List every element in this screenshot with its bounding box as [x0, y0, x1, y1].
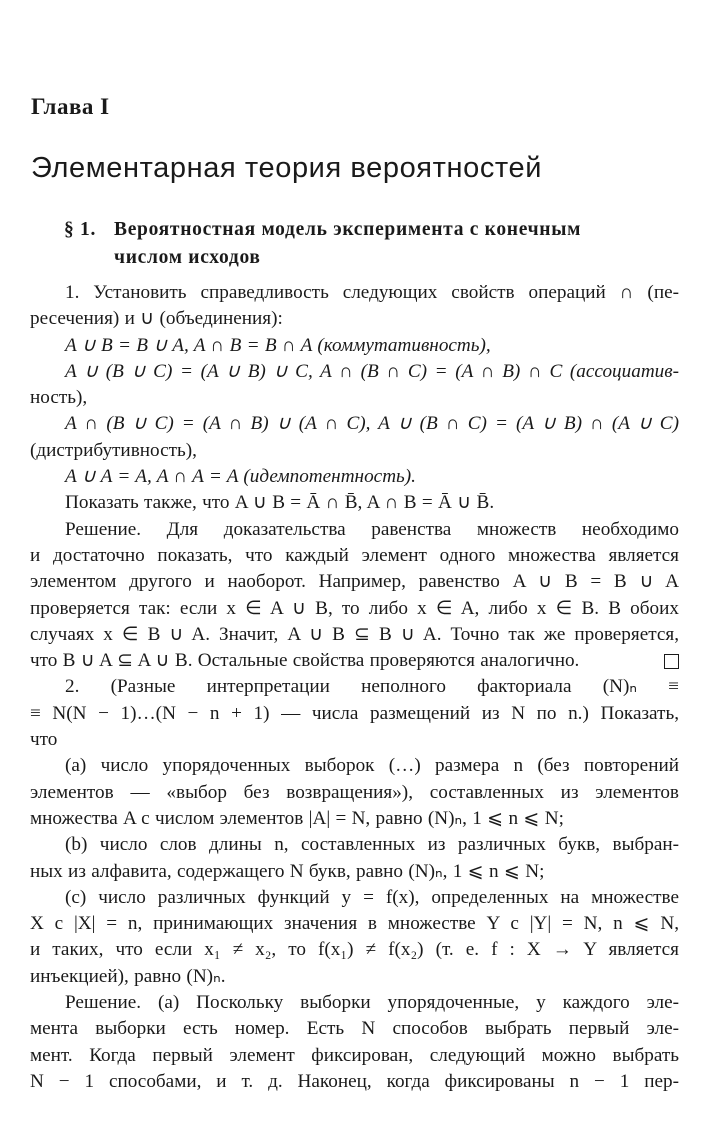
body-text [30, 280, 679, 1095]
text-line: ных из алфавита, содержащего N букв, равно (N)ₙ, 1 ⩽ n ⩽ N; [30, 860, 545, 882]
text-line: Решение. Для доказательства равенства множеств необходимо [65, 518, 679, 540]
text-line: Показать также, что A ∪ B = Ā ∩ B̄, A ∩ B = Ā ∪ B̄. [65, 492, 495, 514]
text-line: случаях x ∈ B ∪ A. Значит, A ∪ B ⊆ B ∪ A. Точно так же проверяется, [30, 623, 679, 645]
text-line: что B ∪ A ⊆ A ∪ B. Остальные свойства проверяются аналогично. [30, 650, 580, 672]
section-number: § 1. [64, 219, 97, 240]
text-line: ресечения) и ∪ (объединения): [30, 308, 283, 330]
text-line: (c) число различных функций y = f(x), определенных на множестве [65, 886, 679, 908]
text-line: что [30, 729, 58, 751]
text-line: N − 1 способами, и т. д. Наконец, когда фиксированы n − 1 пер- [30, 1070, 679, 1092]
text-line: мента выборки есть номер. Есть N способов выбрать первый эле- [30, 1018, 679, 1040]
text-line: и достаточно показать, что каждый элемент одного множества является [30, 544, 679, 566]
text-line: (b) число слов длины n, составленных из различных букв, выбран- [65, 834, 679, 856]
text-line: инъекцией), равно (N)ₙ. [30, 965, 226, 987]
text-line: 1. Установить справедливость следующих свойств операций ∩ (пе- [65, 282, 679, 303]
text-line: мент. Когда первый элемент фиксирован, следующий можно выбрать [30, 1044, 679, 1066]
text-line: множества A с числом элементов |A| = N, равно (N)ₙ, 1 ⩽ n ⩽ N; [30, 807, 564, 829]
text-line: ность), [30, 387, 88, 409]
section-title-line-1: Вероятностная модель эксперимента с конечным [114, 219, 582, 240]
chapter-label: Глава I [31, 94, 110, 119]
text-line: X с |X| = n, принимающих значения в множестве Y с |Y| = N, n ⩽ N, [30, 913, 679, 935]
text-line: ≡ N(N − 1)…(N − n + 1) — числа размещений из N по n.) Показать, [30, 702, 679, 724]
text-line: A ∩ (B ∪ C) = (A ∩ B) ∪ (A ∩ C), A ∪ (B ∩ C) = (A ∪ B) ∩ (A ∪ C) [65, 413, 679, 435]
chapter-title: Элементарная теория вероятностей [31, 152, 543, 184]
text-line: элементом другого и наоборот. Например, равенство A ∪ B = B ∪ A [30, 571, 679, 593]
text-line: элементов — «выбор без возвращения»), составленных из элементов [30, 781, 679, 803]
text-line: (a) число упорядоченных выборок (…) размера n (без повторений [65, 755, 679, 777]
text-line-with-qed [30, 648, 679, 674]
text-line: Решение. (a) Поскольку выборки упорядоченные, у каждого эле- [65, 992, 679, 1014]
qed-square-icon [664, 654, 679, 669]
text-line: 2. (Разные интерпретации неполного факториала (N)ₙ ≡ [65, 676, 679, 698]
text-line: A ∪ (B ∪ C) = (A ∪ B) ∪ C, A ∩ (B ∩ C) = (A ∩ B) ∩ C (ассоциатив- [65, 360, 679, 382]
section-title-line-2: числом исходов [114, 247, 261, 268]
text-line: A ∪ A = A, A ∩ A = A (идемпотентность). [65, 466, 416, 488]
text-line: A ∪ B = B ∪ A, A ∩ B = B ∩ A (коммутативность), [65, 334, 491, 356]
text-line: проверяется так: если x ∈ A ∪ B, то либо x ∈ A, либо x ∈ B. В обоих [30, 597, 679, 619]
text-line: и таких, что если x₁ ≠ x₂, то f(x₁) ≠ f(x₂) (т. е. f : X → Y является [30, 939, 679, 961]
section-heading [64, 216, 684, 272]
text-line: (дистрибутивность), [30, 439, 197, 461]
